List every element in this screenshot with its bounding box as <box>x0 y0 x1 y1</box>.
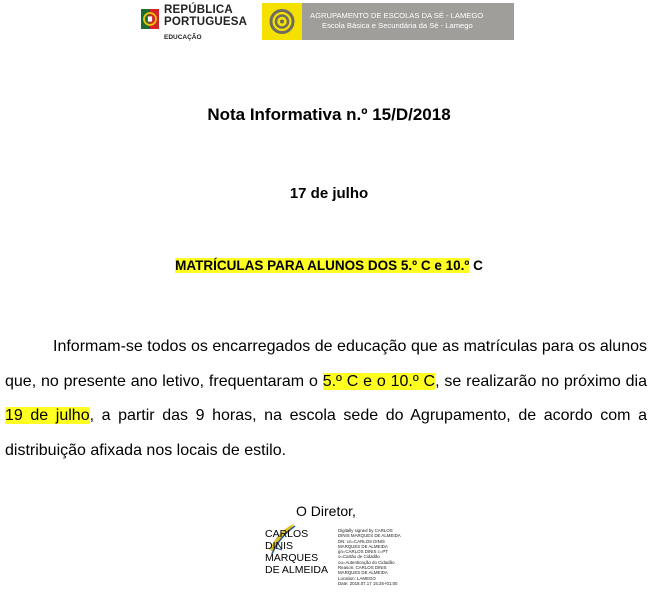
paragraph-text-2: , se realizarão no próximo dia <box>435 372 648 390</box>
document-title: Nota Informativa n.º 15/D/2018 <box>207 105 451 124</box>
educacao-label: EDUCAÇÃO <box>164 34 202 41</box>
coat-of-arms-icon <box>140 7 160 33</box>
escola-name: Escola Básica e Secundária da Sé - Lamego <box>322 21 473 30</box>
paragraph-text-1: Informam-se todos os encarregados de educação que as matrículas para os alunos que, no presente ano letivo, frequentaram o <box>5 338 647 390</box>
paragraph-text-3: , a partir das 9 horas, na escola sede do Agrupamento, de acordo com a distribuição afixada nos locais de estilo. <box>5 407 647 459</box>
spiral-icon <box>262 3 302 40</box>
document-date: 17 de julho <box>289 185 369 202</box>
body-paragraph <box>5 330 647 468</box>
paragraph-highlight-date: 19 de julho <box>5 407 90 424</box>
signature-details: Digitally signed by CARLOS DINIS MARQUES DE ALMEIDA DN: cn=CARLOS DINIS MARQUES DE ALMEIDA gn=CARLOS DINIS c=PT o=Cartão de Cidadão ou=Autenticação do Cidadão Reason: CARLOS DINIS MARQUES DE ALMEIDA Location: LAMEGO Date: 2018.07.17 15:26+01:00 <box>338 528 401 586</box>
subject-highlighted: MATRÍCULAS PARA ALUNOS DOS 5.º C e 10.º <box>175 258 470 273</box>
agrupamento-emblem <box>262 3 302 40</box>
republica-portuguesa-text: REPÚBLICA PORTUGUESA <box>164 4 248 28</box>
signer-name: CARLOS DINIS MARQUES DE ALMEIDA <box>265 528 329 576</box>
document-subject <box>0 258 658 273</box>
subject-tail: C <box>469 258 483 273</box>
paragraph-highlight-classes: 5.º C e o 10.º C <box>322 372 436 390</box>
agrupamento-logo <box>262 3 514 40</box>
agrupamento-name: AGRUPAMENTO DE ESCOLAS DA SÉ - LAMEGO <box>310 11 484 20</box>
republica-portuguesa-logo <box>140 4 250 48</box>
closing-director: O Diretor, <box>296 503 356 519</box>
